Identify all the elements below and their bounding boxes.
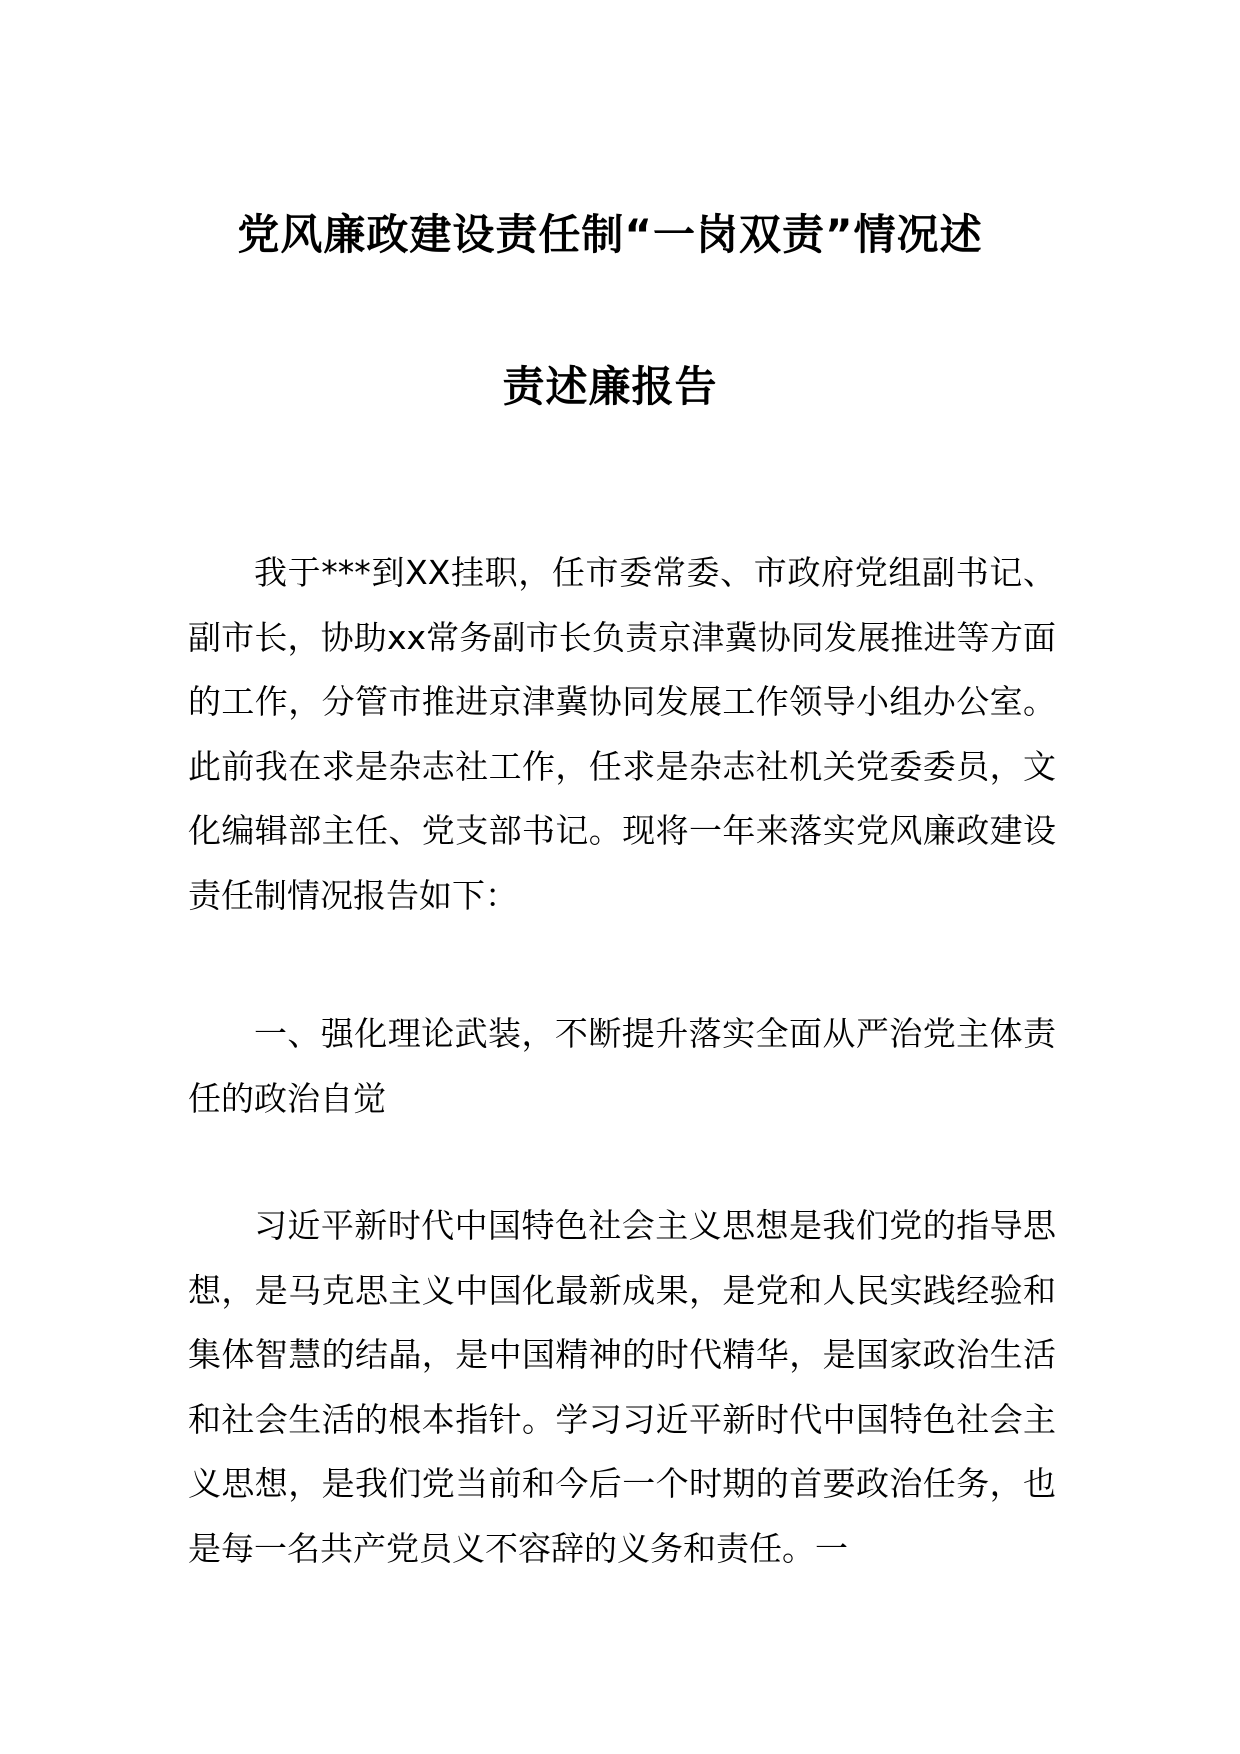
section-heading-1: 一、强化理论武装，不断提升落实全面从严治党主体责任的政治自觉 (188, 1014, 1056, 1118)
document-title-line-2: 责述廉报告 (502, 362, 718, 411)
body-paragraph-intro: 我于***到XX挂职，任市委常委、市政府党组副书记、副市长，协助xx常务副市长负责京津冀协同发展推进等方面的工作，分管市推进京津冀协同发展工作领导小组办公室。此前我在求是杂志社工作，任求是杂志社机关党委委员，文化编辑部主任、党支部书记。现将一年来落实党风廉政建设责任制情况报告如下： (188, 553, 1056, 915)
body-paragraph-section-1: 习近平新时代中国特色社会主义思想是我们党的指导思想，是马克思主义中国化最新成果，是党和人民实践经验和集体智慧的结晶，是中国精神的时代精华，是国家政治生活和社会生活的根本指针。学习习近平新时代中国特色社会主义思想，是我们党当前和今后一个时期的首要政治任务，也是每一名共产党员义不容辞的义务和责任。一 (188, 1206, 1056, 1568)
document-title-line-1: 党风廉政建设责任制“一岗双责”情况述 (237, 210, 983, 259)
